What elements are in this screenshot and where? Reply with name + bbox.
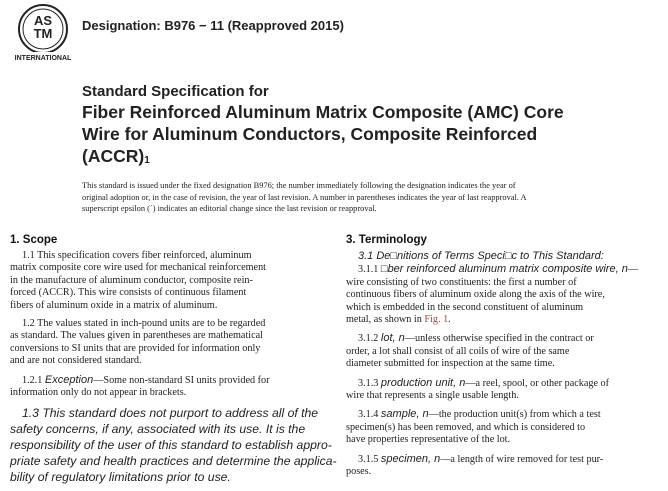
- clause-text: —a reel, spool, or other package of: [465, 377, 610, 389]
- text-line: forced (ACCR). This wire consists of continuous filament: [10, 287, 247, 299]
- title-line-2: Wire for Aluminum Conductors, Composite Reinforced: [82, 124, 538, 144]
- text-line: 1.1 This specification covers fiber reinforced, aluminum: [22, 250, 252, 261]
- clause-text: —Some non-standard SI units provided for: [93, 374, 270, 386]
- notice-line: superscript epsilon (´) indicates an editorial change since the last revision or reapproval.: [82, 204, 377, 213]
- terminology-heading: 3. Terminology: [346, 234, 427, 246]
- title-line-1: Fiber Reinforced Aluminum Matrix Composite (AMC) Core: [82, 102, 564, 122]
- text-line: fibers of aluminum oxide in a matrix of aluminum.: [10, 299, 218, 311]
- text-line: which is embedded in the second constituent of aluminum: [346, 301, 584, 313]
- term-3-1-4: [346, 408, 668, 446]
- text-fragment: metal, as shown in: [346, 314, 425, 326]
- text-line: bility of regulatory limitations prior to use.: [10, 470, 231, 485]
- clause-text: —the production unit(s) from which a test: [428, 409, 601, 421]
- clause-number: 1.2.1: [22, 374, 43, 386]
- title-line-3: [82, 145, 642, 171]
- text-line: as standard. The values given in parentheses are mathematical: [10, 330, 263, 342]
- text-line: [346, 453, 668, 466]
- astm-logo: [12, 2, 74, 64]
- svg-text:AS: AS: [33, 13, 53, 28]
- document-title: [82, 82, 642, 171]
- clause-term: specimen, n: [380, 452, 441, 465]
- term-3-1-1: [346, 263, 668, 326]
- clause-term: production unit, n: [380, 376, 466, 389]
- notice-line: original adoption or, in the case of revision, the year of last revision. A number in parentheses indicates the year of last reapproval. A: [82, 192, 527, 202]
- text-line: specimen(s) has been removed, and which is considered to: [346, 421, 586, 433]
- text-line: [346, 263, 668, 276]
- scope-column: [10, 234, 337, 491]
- clause-text: —unless otherwise specified in the contract or: [404, 333, 594, 345]
- svg-text:INTERNATIONAL: INTERNATIONAL: [14, 55, 72, 62]
- designation: Designation: B976 − 11 (Reapproved 2015): [82, 18, 344, 33]
- term-3-1-2: [346, 332, 668, 370]
- clause-term: □ber reinforced aluminum matrix composite wire, n: [380, 263, 628, 276]
- text-line: matrix composite core wire used for mechanical reinforcement: [10, 262, 266, 274]
- text-line: diameter submitted for inspection at the same time.: [346, 358, 555, 370]
- clause-text: —a length of wire removed for test pur-: [440, 453, 604, 465]
- svg-text:TM: TM: [33, 26, 53, 41]
- clause-number: 3.1.2: [358, 333, 379, 345]
- text-line: in the manufacture of aluminum conductor, composite rein-: [10, 274, 253, 286]
- text-line: wire that represents a single usable length.: [346, 390, 519, 402]
- text-line: and are not considered standard.: [10, 355, 142, 367]
- scope-1-2: [10, 318, 328, 368]
- term-3-1: [346, 250, 668, 262]
- text-line: [346, 377, 668, 390]
- text-line: wire consisting of two constituents: the first a number of: [346, 276, 577, 288]
- text-line: priate safety and health practices and determine the applica-: [10, 454, 337, 469]
- scope-1-3: [10, 405, 337, 485]
- text-line: 1.3 This standard does not purport to address all of the: [22, 406, 319, 421]
- text-line: order, a lot shall consist of all coils of wire of the same: [346, 345, 570, 357]
- text-line: safety concerns, if any, associated with its use. It is the: [10, 422, 306, 437]
- text-line: 1.2 The values stated in inch-pound units are to be regarded: [22, 318, 266, 330]
- term-3-1-3: [346, 377, 668, 403]
- clause-dash: —: [627, 264, 639, 276]
- title-line-3-text: (ACCR): [82, 146, 145, 166]
- title-footnote-mark[interactable]: 1: [144, 155, 150, 166]
- term-3-1-5: [346, 453, 668, 479]
- scope-heading: 1. Scope: [10, 234, 58, 246]
- text-line: [10, 374, 328, 387]
- clause-number: 3.1.4: [358, 409, 379, 421]
- clause-term: lot, n: [380, 332, 405, 345]
- clause-number: 3.1.5: [358, 453, 379, 465]
- title-lead: Standard Specification for: [82, 83, 269, 100]
- scope-1-2-1: [10, 374, 328, 400]
- clause-term: Exception: [44, 373, 94, 386]
- text-line: continuous fibers of aluminum oxide along the axis of the wire,: [346, 289, 605, 301]
- text-line: [346, 314, 668, 326]
- text-line: 3.1 De□nitions of Terms Speci□c to This Standard:: [358, 250, 604, 262]
- text-line: [346, 332, 668, 345]
- text-line: poses.: [346, 466, 372, 478]
- text-fragment: .: [448, 314, 451, 326]
- text-line: responsibility of the user of this standard to establish appro-: [10, 438, 332, 453]
- scope-1-1: [10, 250, 328, 312]
- issuance-notice: [82, 180, 574, 215]
- text-line: have properties representative of the lot.: [346, 434, 511, 446]
- clause-number: 3.1.1: [358, 264, 379, 276]
- text-line: [346, 408, 668, 421]
- text-line: information only do not appear in brackets.: [10, 387, 187, 399]
- notice-line: This standard is issued under the fixed designation B976; the number immediately following the designation indicates the year of: [82, 181, 516, 190]
- figure-1-link[interactable]: Fig. 1: [424, 314, 449, 326]
- text-line: conversions to SI units that are provided for information only: [10, 342, 261, 354]
- terminology-column: [346, 234, 668, 485]
- clause-term: sample, n: [380, 408, 429, 421]
- clause-number: 3.1.3: [358, 377, 379, 389]
